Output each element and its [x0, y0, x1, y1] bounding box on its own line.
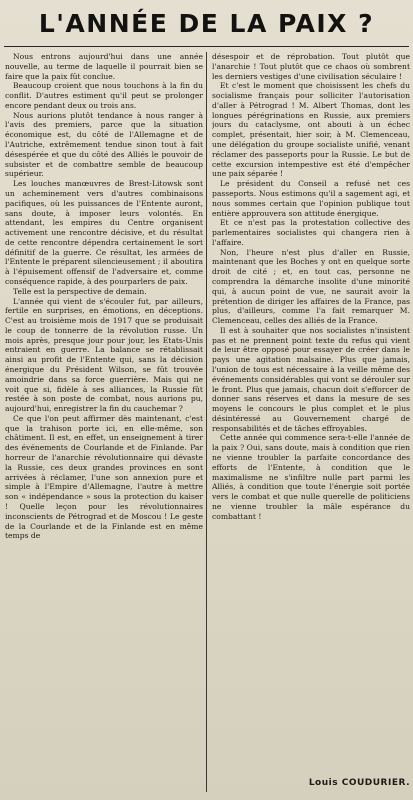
paragraph: désespoir et de réprobation. Tout plutôt que l'anarchie ! Tout plutôt que ce chaos où sombrent les derniers vestiges d'une civilisation séculaire !: [212, 52, 410, 81]
paragraph: Beaucoup croient que nous touchons à la fin du conflit. D'autres estiment qu'il peut se prolonger encore pendant deux ou trois ans.: [5, 81, 203, 110]
paragraph: Nous entrons aujourd'hui dans une année nouvelle, au terme de laquelle il pourrait bien se faire que la paix fût conclue.: [5, 52, 203, 81]
author-signature: Louis COUDURIER.: [308, 778, 410, 788]
paragraph: Le président du Conseil a refusé net ces passeports. Nous estimons qu'il a sagement agi, et nous sommes certain que l'opinion publique tout entière approuvera son attitude énergique.: [212, 179, 410, 218]
paragraph: Et c'est le moment que choisissent les chefs du socialisme français pour solliciter l'autorisation d'aller à Pétrograd ! M. Albert Thomas, dont les longues pérégrinations en Russie, aux premiers jours du cataclysme, ont abouti à un échec complet, présentait, hier soir, à M. Clemenceau, une délégation du groupe socialiste unifié, venant réclamer des passeports pour la Russie. Le but de cette excursion intempestive est été d'empêcher une paix séparée !: [212, 81, 410, 179]
paragraph: Nous aurions plutôt tendance à nous ranger à l'avis des premiers, parce que la situation économique est, du côté de l'Allemagne et de l'Autriche, extrêmement tendue sinon tout à fait désespérée et que du côté des Alliés le pouvoir de subsister et de combattre semble de beaucoup supérieur.: [5, 110, 203, 179]
paragraph: L'année qui vient de s'écouler fut, par ailleurs, fertile en surprises, en émotions, en déceptions. C'est au troisième mois de 1917 que se produisait le coup de tonnerre de la révolution russe. Un mois après, presque jour pour jour, les Etats-Unis entraient en guerre. La balance se rétablissait ainsi au profit de l'Entente qui, sans la décision énergique du Président Wilson, se fût trouvée amoindrie dans sa force guerrière. Mais qui ne voit que si, fidèle à ses alliances, la Russie fût restée à son poste de combat, nous aurions pu, aujourd'hui, enregistrer la fin du cauchemar ?: [5, 296, 203, 414]
paragraph: Telle est la perspective de demain.: [13, 286, 147, 296]
paragraph: Non, l'heure n'est plus d'aller en Russie, maintenant que les Boches y ont en quelque sorte droit de cité ; et, en tout cas, personne ne comprendra la démarche insolite d'une minorité qui, à aucun point de vue, ne saurait avoir la prétention de diriger les affaires de la France, pas plus, d'ailleurs, comme l'a fait remarquer M. Clemenceau, celles des alliés de la France.: [212, 247, 410, 326]
paragraph: Les louches manœuvres de Brest-Litowsk sont un acheminement vers d'autres combinaisons pacifiques, où les puissances de l'Entente auront, sans doute, à imposer leurs volontés. En attendant, les empires du Centre organisent activement une rencontre décisive, et du résultat de cette rencontre dépendra certainement le sort définitif de la guerre. Ce résultat, les armées de l'Entente le préparent silencieusement ; il aboutira à l'épuisement offensif de l'adversaire et, comme conséquence rapide, à des pourparlers de paix.: [5, 179, 203, 286]
title-rule: [4, 46, 409, 47]
article-title: L'ANNÉE DE LA PAIX ?: [38, 9, 375, 38]
paragraph: Cette année qui commence sera-t-elle l'année de la paix ? Oui, sans doute, mais à condition que rien ne vienne troubler la parfaite concordance des efforts de l'Entente, à condition que le maximalisme ne s'infiltre nulle part parmi les Alliés, à condition que toute l'énergie soit portée vers le combat et que nulle querelle de politiciens ne vienne troubler la mâle espérance du combattant !: [212, 433, 410, 521]
column-separator: [206, 52, 207, 792]
paragraph: Il est à souhaiter que nos socialistes n'insistent pas et ne prennent point texte du refus qui vient de leur être opposé pour essayer de créer dans le pays une agitation malsaine. Plus que jamais, l'union de tous est nécessaire à la veille même des événements considérables qui vont se dérouler sur le front. Plus que jamais, chacun doit s'efforcer de donner sans réserves et dans la mesure de ses moyens le concours le plus complet et le plus désintéressé au Gouvernement chargé de responsabilités et de tâches effroyables.: [212, 325, 410, 433]
paragraph: Ce que l'on peut affirmer dès maintenant, c'est que la trahison porte ici, en elle-même, son châtiment. Il est, en effet, un enseignement à tirer des événements de Courlande et de Finlande. Par horreur de l'anarchie révolutionnaire qui dévaste la Russie, ces deux grandes provinces en sont arrivées à réclamer, l'une son annexion pure et simple à l'Empire d'Allemagne, l'autre à mettre son « indépendance » sous la protection du kaiser ! Quelle leçon pour les révolutionnaires inconscients de Pétrograd et de Moscou ! Le geste de la Courlande et de la Finlande est en même temps de: [5, 413, 203, 541]
right-column: [212, 52, 410, 770]
paragraph: Et ce n'est pas la protestation collective des parlementaires socialistes qui changera rien à l'affaire.: [212, 218, 410, 247]
left-column: [5, 52, 203, 792]
